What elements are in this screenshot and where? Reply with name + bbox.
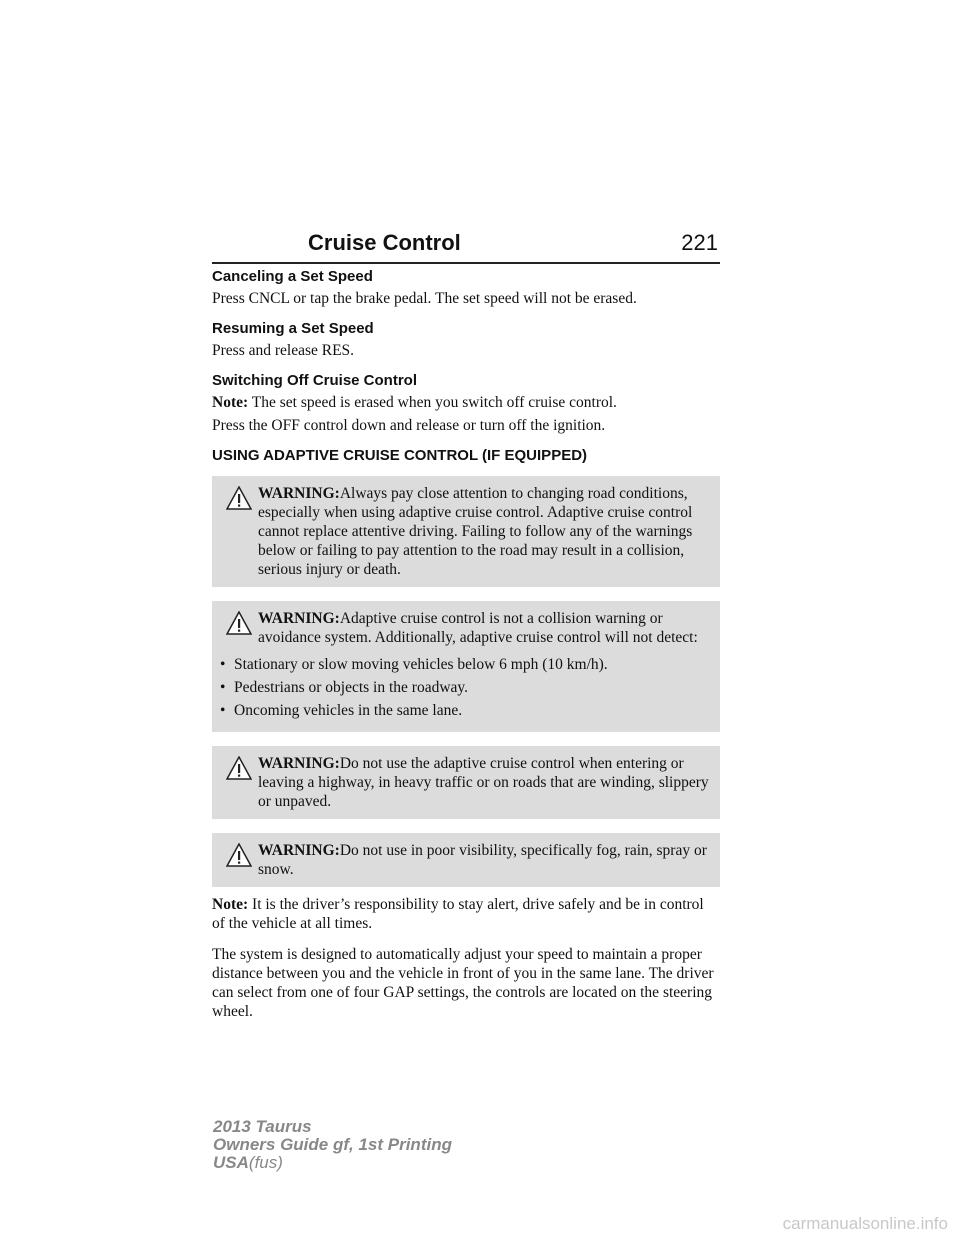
note-label: Note: [212, 896, 249, 913]
page-title: Cruise Control [308, 230, 461, 255]
page-content [212, 268, 720, 1033]
footer-line-3 [213, 1154, 452, 1172]
text-system-description: The system is designed to automatically adjust your speed to maintain a proper distance between you and the vehicle in front of you in the same lane. The driver can select from one of four GAP settings, the controls are located on the steering wheel. [212, 946, 714, 1020]
warning-text [220, 841, 712, 879]
list-item: • Pedestrians or objects in the roadway. [220, 679, 469, 696]
page-number: 221 [681, 230, 718, 255]
warning-box [212, 476, 720, 587]
text-resuming: Press and release RES. [212, 342, 355, 359]
heading-resuming: Resuming a Set Speed [212, 320, 374, 337]
warning-body: Do not use in poor visibility, specifically fog, rain, spray or snow. [258, 842, 707, 878]
warning-triangle-icon [226, 611, 252, 635]
note-label: Note: [212, 394, 249, 411]
footer-line-1: 2013 Taurus [213, 1117, 312, 1136]
heading-switching-off: Switching Off Cruise Control [212, 372, 417, 389]
warning-text [220, 609, 712, 647]
heading-adaptive-cruise: USING ADAPTIVE CRUISE CONTROL (IF EQUIPPED) [212, 447, 588, 464]
list-item: • Oncoming vehicles in the same lane. [220, 702, 463, 719]
text-switching-off: Press the OFF control down and release or turn off the ignition. [212, 417, 606, 434]
page-footer [213, 1118, 452, 1172]
warning-label: WARNING: [258, 485, 340, 502]
text-canceling: Press CNCL or tap the brake pedal. The set speed will not be erased. [212, 290, 637, 307]
note-text: It is the driver’s responsibility to stay alert, drive safely and be in control of the vehicle at all times. [212, 896, 704, 932]
warning-triangle-icon [226, 756, 252, 780]
note-text: The set speed is erased when you switch off cruise control. [251, 394, 617, 411]
warning-text [220, 754, 712, 811]
note-switching-off [212, 393, 720, 412]
warning-text [220, 484, 712, 579]
footer-region: USA [213, 1153, 249, 1172]
warning-body: Adaptive cruise control is not a collision warning or avoidance system. Additionally, adaptive cruise control will not detect: [258, 610, 698, 646]
warning-body: Always pay close attention to changing road conditions, especially when using adaptive cruise control. Adaptive cruise control cannot replace attentive driving. Failing to follow any of the warnings below or failing to pay attention to the road may result in a collision, serious injury or death. [258, 485, 693, 578]
warning-label: WARNING: [258, 842, 340, 859]
warning-bullet-list [220, 655, 712, 720]
warning-triangle-icon [226, 843, 252, 867]
list-item: • Stationary or slow moving vehicles below 6 mph (10 km/h). [220, 656, 608, 673]
warning-box [212, 601, 720, 732]
warning-box [212, 833, 720, 887]
note-driver-responsibility [212, 895, 720, 933]
warning-label: WARNING: [258, 755, 340, 772]
warning-triangle-icon [226, 486, 252, 510]
warning-body: Do not use the adaptive cruise control when entering or leaving a highway, in heavy traffic or on roads that are winding, slippery or unpaved. [258, 755, 709, 810]
watermark: carmanualsonline.info [782, 1214, 948, 1233]
footer-line-2: Owners Guide gf, 1st Printing [213, 1135, 452, 1154]
warning-box [212, 746, 720, 819]
page-header [212, 228, 720, 264]
warning-label: WARNING: [258, 610, 340, 627]
heading-canceling: Canceling a Set Speed [212, 268, 373, 285]
footer-region-code: (fus) [248, 1153, 283, 1172]
